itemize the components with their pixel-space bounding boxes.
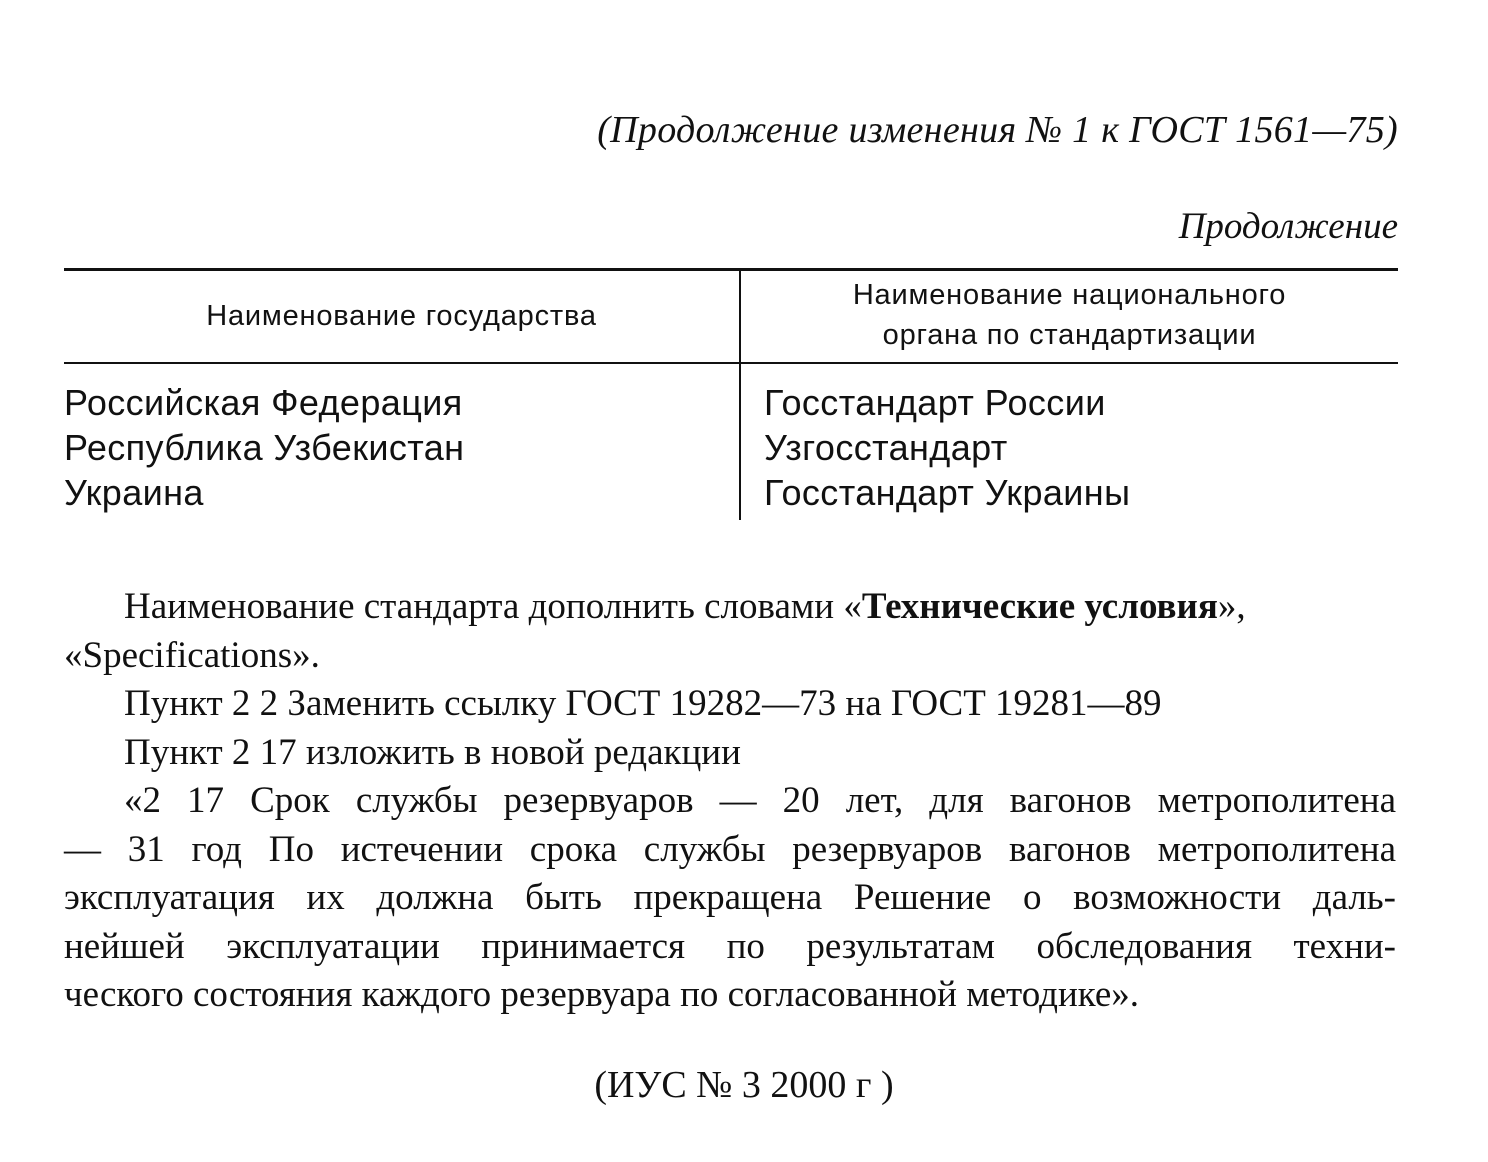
- text-line: — 31 год По истечении срока службы резервуаров вагонов метрополитена: [64, 828, 1396, 870]
- quote-mark: «: [843, 586, 862, 627]
- text-line: нейшей эксплуатации принимается по результатам обследования техни-: [64, 925, 1396, 967]
- table-cell-state: Украина: [64, 472, 204, 513]
- table-cell-state: Российская Федерация: [64, 382, 463, 423]
- source-reference: (ИУС № 3 2000 г ): [594, 1064, 894, 1106]
- table-column-divider: [739, 364, 741, 520]
- continuation-label: Продолжение: [1178, 206, 1398, 247]
- table-top-rule: [64, 268, 1398, 271]
- column-header-standards-body: [741, 275, 1398, 355]
- column-header-state: Наименование государства: [206, 300, 597, 332]
- states-table: [64, 268, 1398, 520]
- column-header-line: органа по стандартизации: [882, 319, 1257, 351]
- paragraph-text: », «Specifications».: [64, 586, 1246, 676]
- states-column: [64, 380, 464, 515]
- text-line: «2 17 Срок службы резервуаров — 20 лет, для вагонов метрополитена: [124, 780, 1396, 821]
- paragraph-text: Наименование стандарта дополнить словами: [124, 586, 844, 627]
- text-line: эксплуатация их должна быть прекращена Решение о возможности даль-: [64, 877, 1396, 918]
- paragraph-new-wording: [64, 777, 1396, 1020]
- amendment-text: [64, 583, 1396, 1020]
- table-cell-state: Республика Узбекистан: [64, 427, 465, 468]
- table-cell-standards-body: Госстандарт Украины: [764, 472, 1131, 513]
- table-header-rule: [64, 362, 1398, 364]
- paragraph-clause-2-2: Пункт 2 2 Заменить ссылку ГОСТ 19282—73 на ГОСТ 19281—89: [124, 683, 1162, 724]
- table-cell-standards-body: Узгосстандарт: [764, 427, 1008, 468]
- paragraph-clause-2-17: Пункт 2 17 изложить в новой редакции: [124, 731, 741, 773]
- column-header-line: Наименование национального: [852, 279, 1287, 311]
- paragraph-title-amendment: [64, 583, 1396, 680]
- standards-bodies-column: [764, 380, 1130, 515]
- document-heading: (Продолжение изменения № 1 к ГОСТ 1561—75): [597, 109, 1398, 151]
- text-line: ческого состояния каждого резервуара по согласованной методике».: [64, 974, 1140, 1015]
- table-cell-standards-body: Госстандарт России: [764, 382, 1106, 423]
- bold-phrase: Технические условия: [861, 586, 1218, 627]
